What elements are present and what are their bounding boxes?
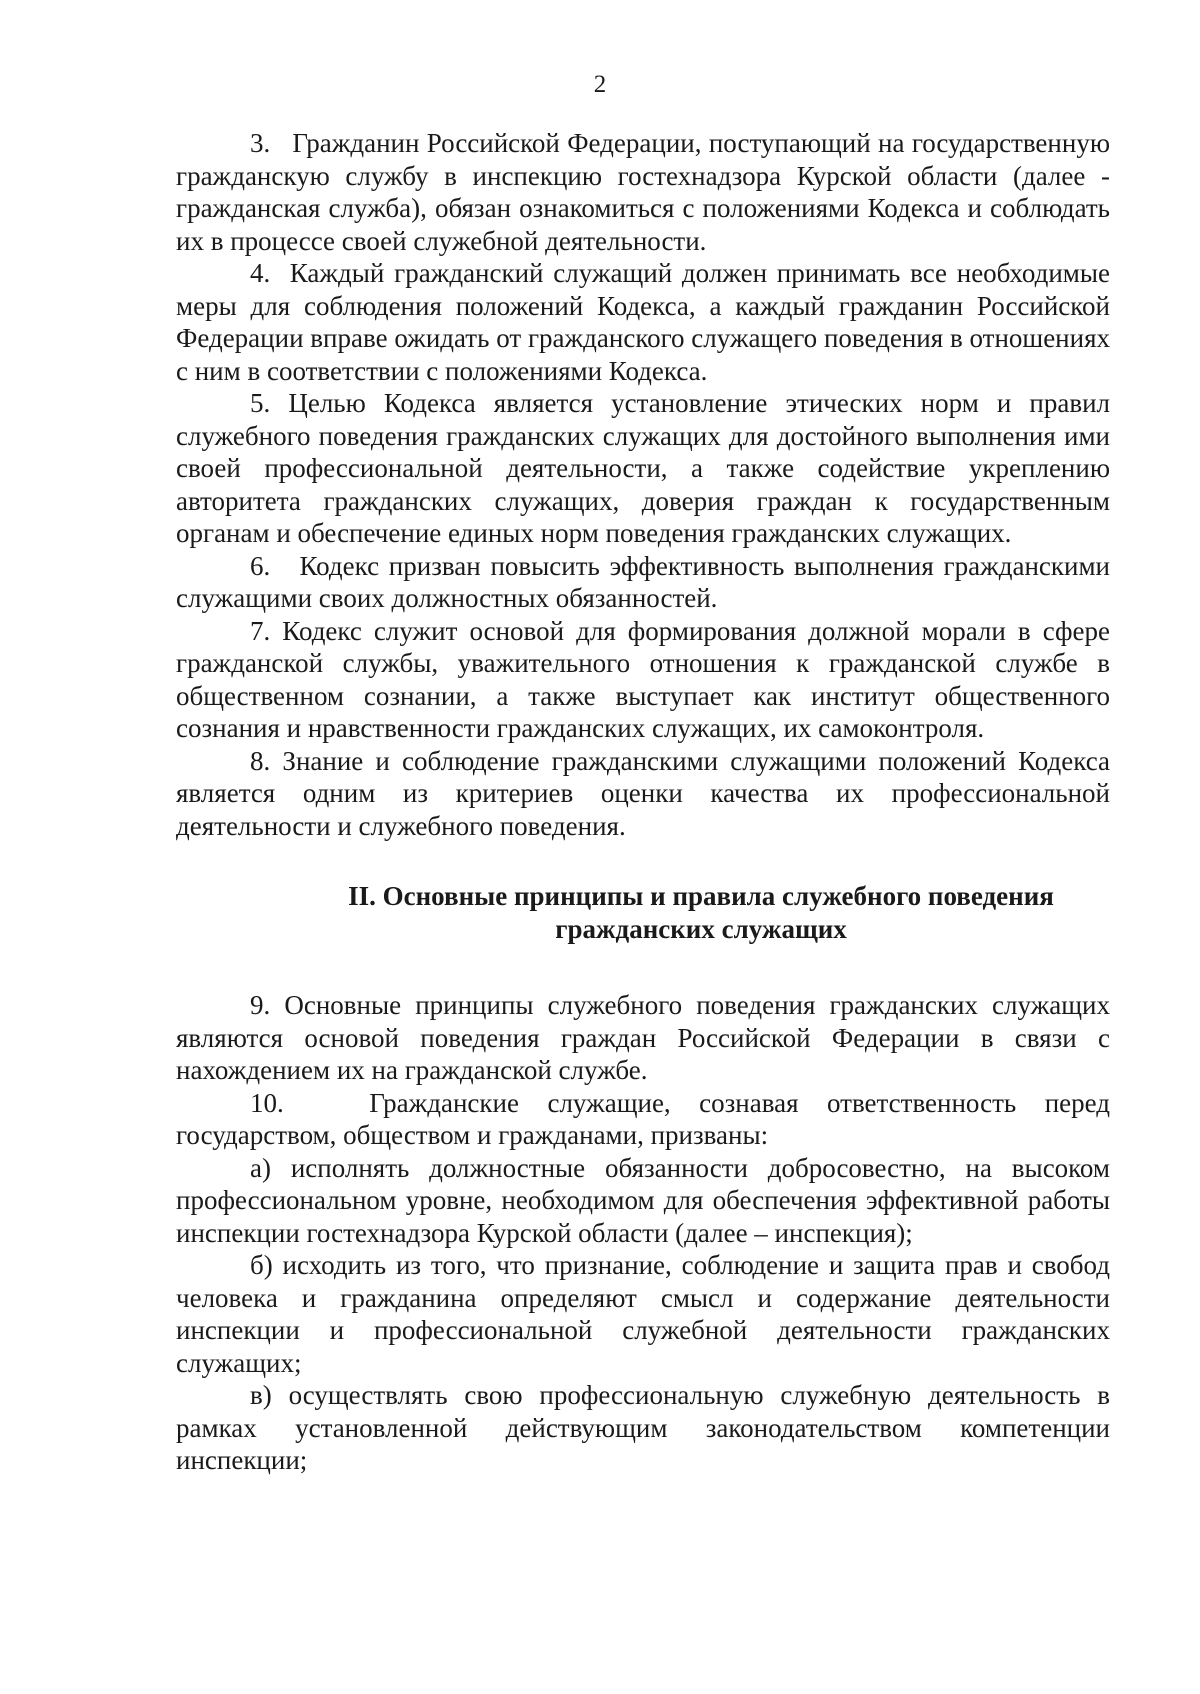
- paragraph-7: 7. Кодекс служит основой для формирования должной морали в сфере гражданской службы, уважительного отношения к гражданской службе в общественном сознании, а также выступает как институт общественного сознания и нравственности гражданских служащих, их самоконтроля.: [176, 615, 1110, 743]
- paragraph-8: 8. Знание и соблюдение гражданскими служащими положений Кодекса является одним из критериев оценки качества их профессиональной деятельности и служебного поведения.: [176, 745, 1110, 841]
- document-body: [176, 127, 1110, 1477]
- paragraph-6: 6. Кодекс призван повысить эффективность выполнения гражданскими служащими своих должностных обязанностей.: [176, 550, 1110, 613]
- paragraph-10a: а) исполнять должностные обязанности добросовестно, на высоком профессиональном уровне, необходимом для обеспечения эффективной работы инспекции гостехнадзора Курской области (далее – инспекция);: [176, 1152, 1110, 1248]
- paragraph-10b: б) исходить из того, что признание, соблюдение и защита прав и свобод человека и гражданина определяют смысл и содержание деятельности инспекции и профессиональной служебной деятельности гражданских служащих;: [176, 1250, 1110, 1378]
- paragraph-4: 4. Каждый гражданский служащий должен принимать все необходимые меры для соблюдения положений Кодекса, а каждый гражданин Российской Федерации вправе ожидать от гражданского служащего поведения в отношениях с ним в соответствии с положениями Кодекса.: [176, 258, 1110, 386]
- paragraph-5: 5. Целью Кодекса является установление этических норм и правил служебного поведения гражданских служащих для достойного выполнения ими своей профессиональной деятельности, а также содействие укреплению авторитета гражданских служащих, доверия граждан к государственным органам и обеспечение единых норм поведения гражданских служащих.: [176, 388, 1110, 548]
- section-heading: [176, 880, 1110, 945]
- page-number: 2: [593, 71, 607, 98]
- paragraph-10v: в) осуществлять свою профессиональную служебную деятельность в рамках установленной действующим законодательством компетенции инспекции;: [176, 1380, 1110, 1475]
- section-heading-line-1: II. Основные принципы и правила служебного поведения: [348, 881, 1054, 911]
- paragraph-9: 9. Основные принципы служебного поведения гражданских служащих являются основой поведения граждан Российской Федерации в связи с нахождением их на гражданской службе.: [176, 990, 1110, 1085]
- section-heading-line-2: гражданских служащих: [555, 913, 847, 944]
- paragraph-3: 3. Гражданин Российской Федерации, поступающий на государственную гражданскую службу в инспекцию гостехнадзора Курской области (далее - гражданская служба), обязан ознакомиться с положениями Кодекса и соблюдать их в процессе своей служебной деятельности.: [176, 128, 1110, 256]
- paragraph-10: 10. Гражданские служащие, сознавая ответственность перед государством, обществом и гражданами, призваны:: [176, 1087, 1110, 1150]
